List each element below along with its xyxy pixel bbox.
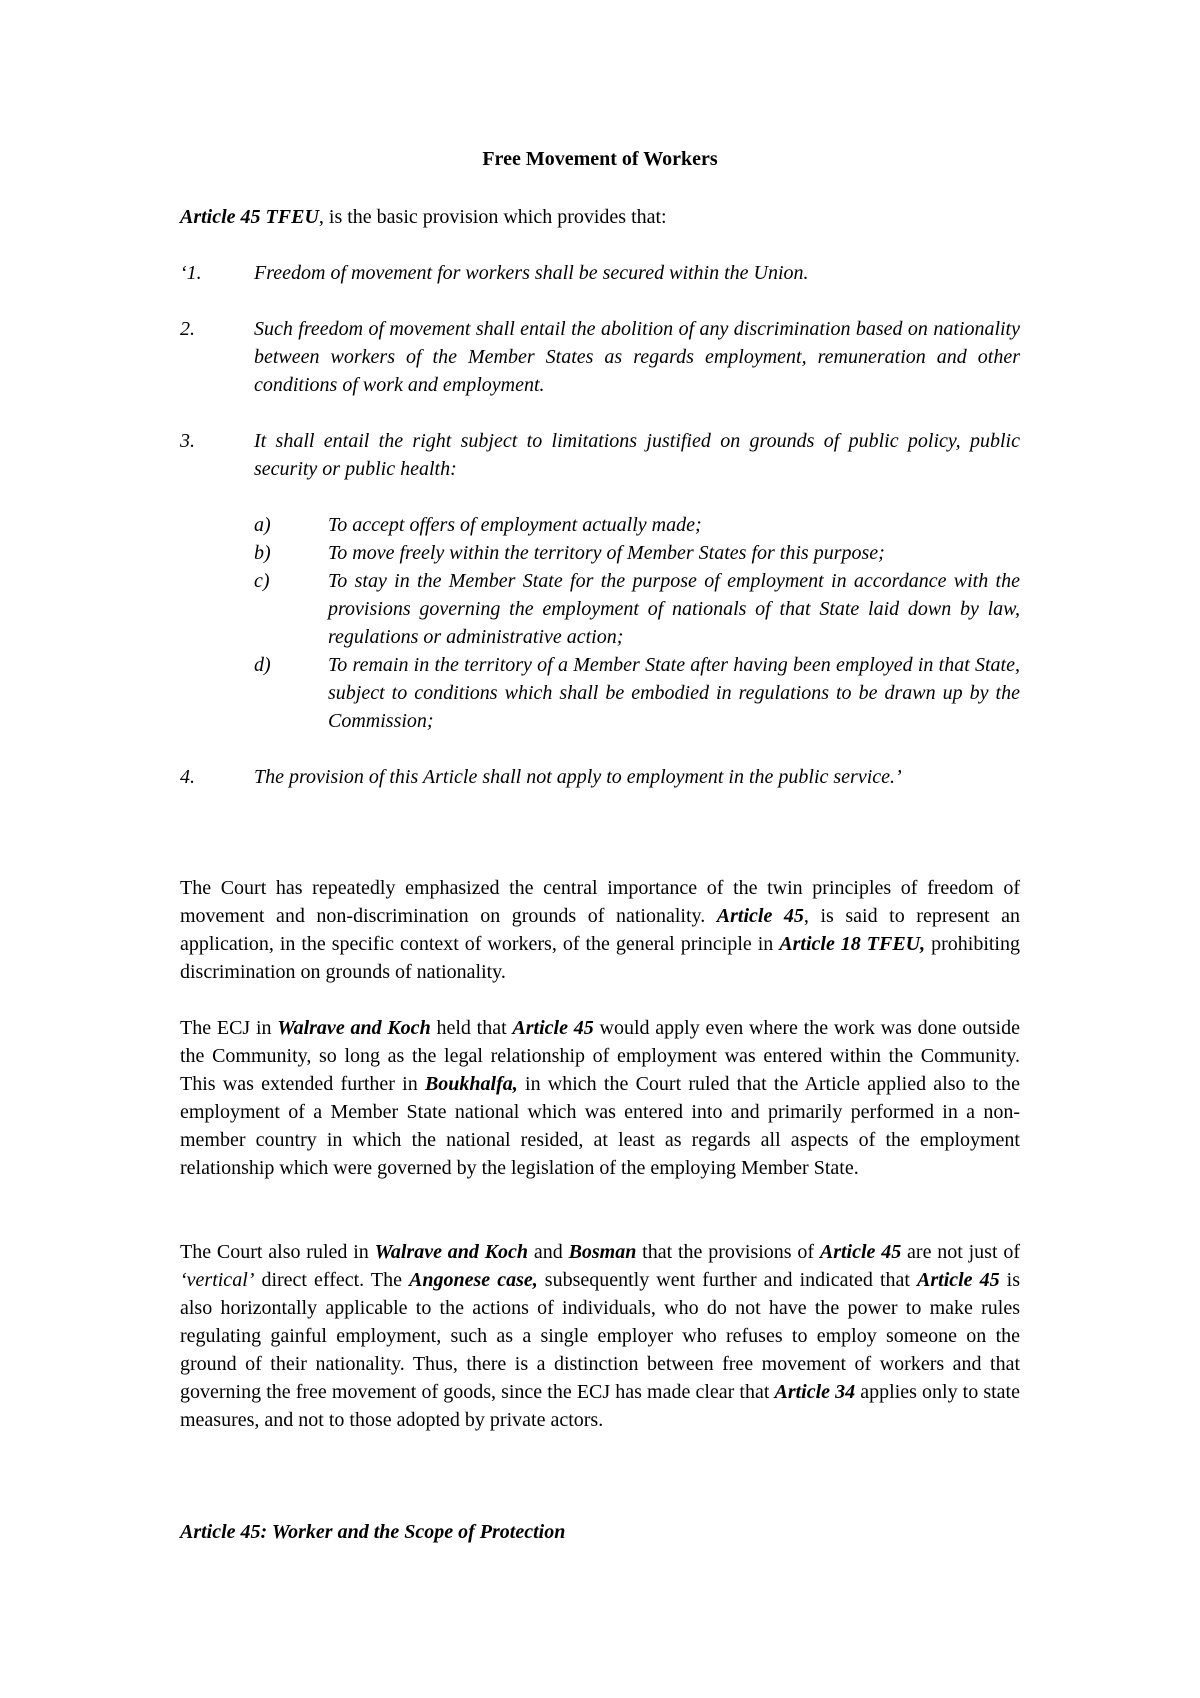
para-text: would apply even where the work was done outside the Community, so long as the legal relationship of employment was entered within the Community. This was extended further in [180,1017,1020,1095]
para-text: are not just of [901,1241,1020,1263]
case-ref: Boukhalfa, [424,1073,518,1095]
case-ref: Angonese case, [409,1269,538,1291]
para-text: applies only to state measures, and not to those adopted by private actors. [180,1381,1020,1431]
article-item-number: 3. [180,430,195,452]
document-title: Free Movement of Workers [482,148,718,170]
article-item-text: It shall entail the right subject to limitations justified on grounds of public policy, public security or public health: [254,430,1020,480]
article-ref: Article 45 [819,1241,902,1263]
article-ref: Article 18 TFEU, [779,933,926,955]
paragraph-walrave-koch [180,1014,1020,1182]
article-item-text: The provision of this Article shall not apply to employment in the public service.’ [254,766,902,788]
intro-article-ref: Article 45 TFEU [180,206,319,228]
para-text: The Court has repeatedly emphasized the central importance of the twin principles of freedom of movement and non-discrimination on grounds of nationality. [180,877,1020,927]
sub-item-a [254,511,1020,539]
para-text: The Court also ruled in [180,1241,375,1263]
para-text: held that [430,1017,513,1039]
sub-item-letter: d) [254,654,271,676]
article-item-text: Such freedom of movement shall entail the abolition of any discrimination based on nationality between workers of the Member States as regards employment, remuneration and other conditions of work and employment. [254,318,1020,396]
para-text: is also horizontally applicable to the actions of individuals, who do not have the power to make rules regulating gainful employment, such as a single employer who refuses to employ someone on the ground of their nationality. Thus, there is a distinction between free movement of workers and that governing the free movement of goods, since the ECJ has made clear that [180,1269,1021,1403]
article-item-2 [180,315,1020,399]
article-ref: Article 45 [917,1269,1000,1291]
article-ref: Article 45 [512,1017,594,1039]
paragraph-twin-principles [180,874,1020,986]
case-ref: Bosman [568,1241,637,1263]
article-ref: Article 34 [774,1381,856,1403]
para-text: and [528,1241,569,1263]
article-item-number: 4. [180,766,195,788]
para-text: prohibiting discrimination on grounds of nationality. [180,933,1020,983]
article-item-number: ‘1. [180,262,202,284]
sub-item-letter: c) [254,570,270,592]
article-item-1 [180,259,1020,287]
article-ref: Article 45 [716,905,804,927]
article-item-text: Freedom of movement for workers shall be secured within the Union. [254,262,809,284]
article-item-4 [180,763,1020,791]
article-item-number: 2. [180,318,195,340]
sub-item-c [254,567,1020,651]
sub-item-text: To move freely within the territory of Member States for this purpose; [328,542,885,564]
paragraph-direct-effect [180,1238,1020,1434]
para-text: subsequently went further and indicated that [537,1269,918,1291]
case-ref: Walrave and Koch [374,1241,529,1263]
para-text: direct effect. The [254,1269,410,1291]
intro-paragraph [180,203,1020,231]
sub-item-d [254,651,1020,735]
case-ref: Walrave and Koch [277,1017,431,1039]
para-text: in which the Court ruled that the Article applied also to the employment of a Member State national which was entered into and primarily performed in a non-member country in which the national resided, at least as regards all aspects of the employment relationship which were governed by the legislation of the employing Member State. [180,1073,1020,1179]
para-text: that the provisions of [636,1241,820,1263]
para-text: , is said to represent an application, in the specific context of workers, of the general principle in [180,905,1021,955]
sub-item-b [254,539,1020,567]
intro-text: , is the basic provision which provides that: [318,206,667,228]
sub-item-letter: a) [254,514,271,536]
section-heading: Article 45: Worker and the Scope of Protection [180,1521,566,1543]
sub-item-text: To accept offers of employment actually made; [328,514,702,536]
sub-item-text: To stay in the Member State for the purpose of employment in accordance with the provisions governing the employment of nationals of that State laid down by law, regulations or administrative action; [328,570,1020,648]
para-text: The ECJ in [180,1017,278,1039]
emphasis-text: ‘vertical’ [180,1269,255,1291]
sub-item-letter: b) [254,542,271,564]
sub-item-text: To remain in the territory of a Member State after having been employed in that State, subject to conditions which shall be embodied in regulations to be drawn up by the Commission; [328,654,1020,732]
article-item-3 [180,427,1020,483]
